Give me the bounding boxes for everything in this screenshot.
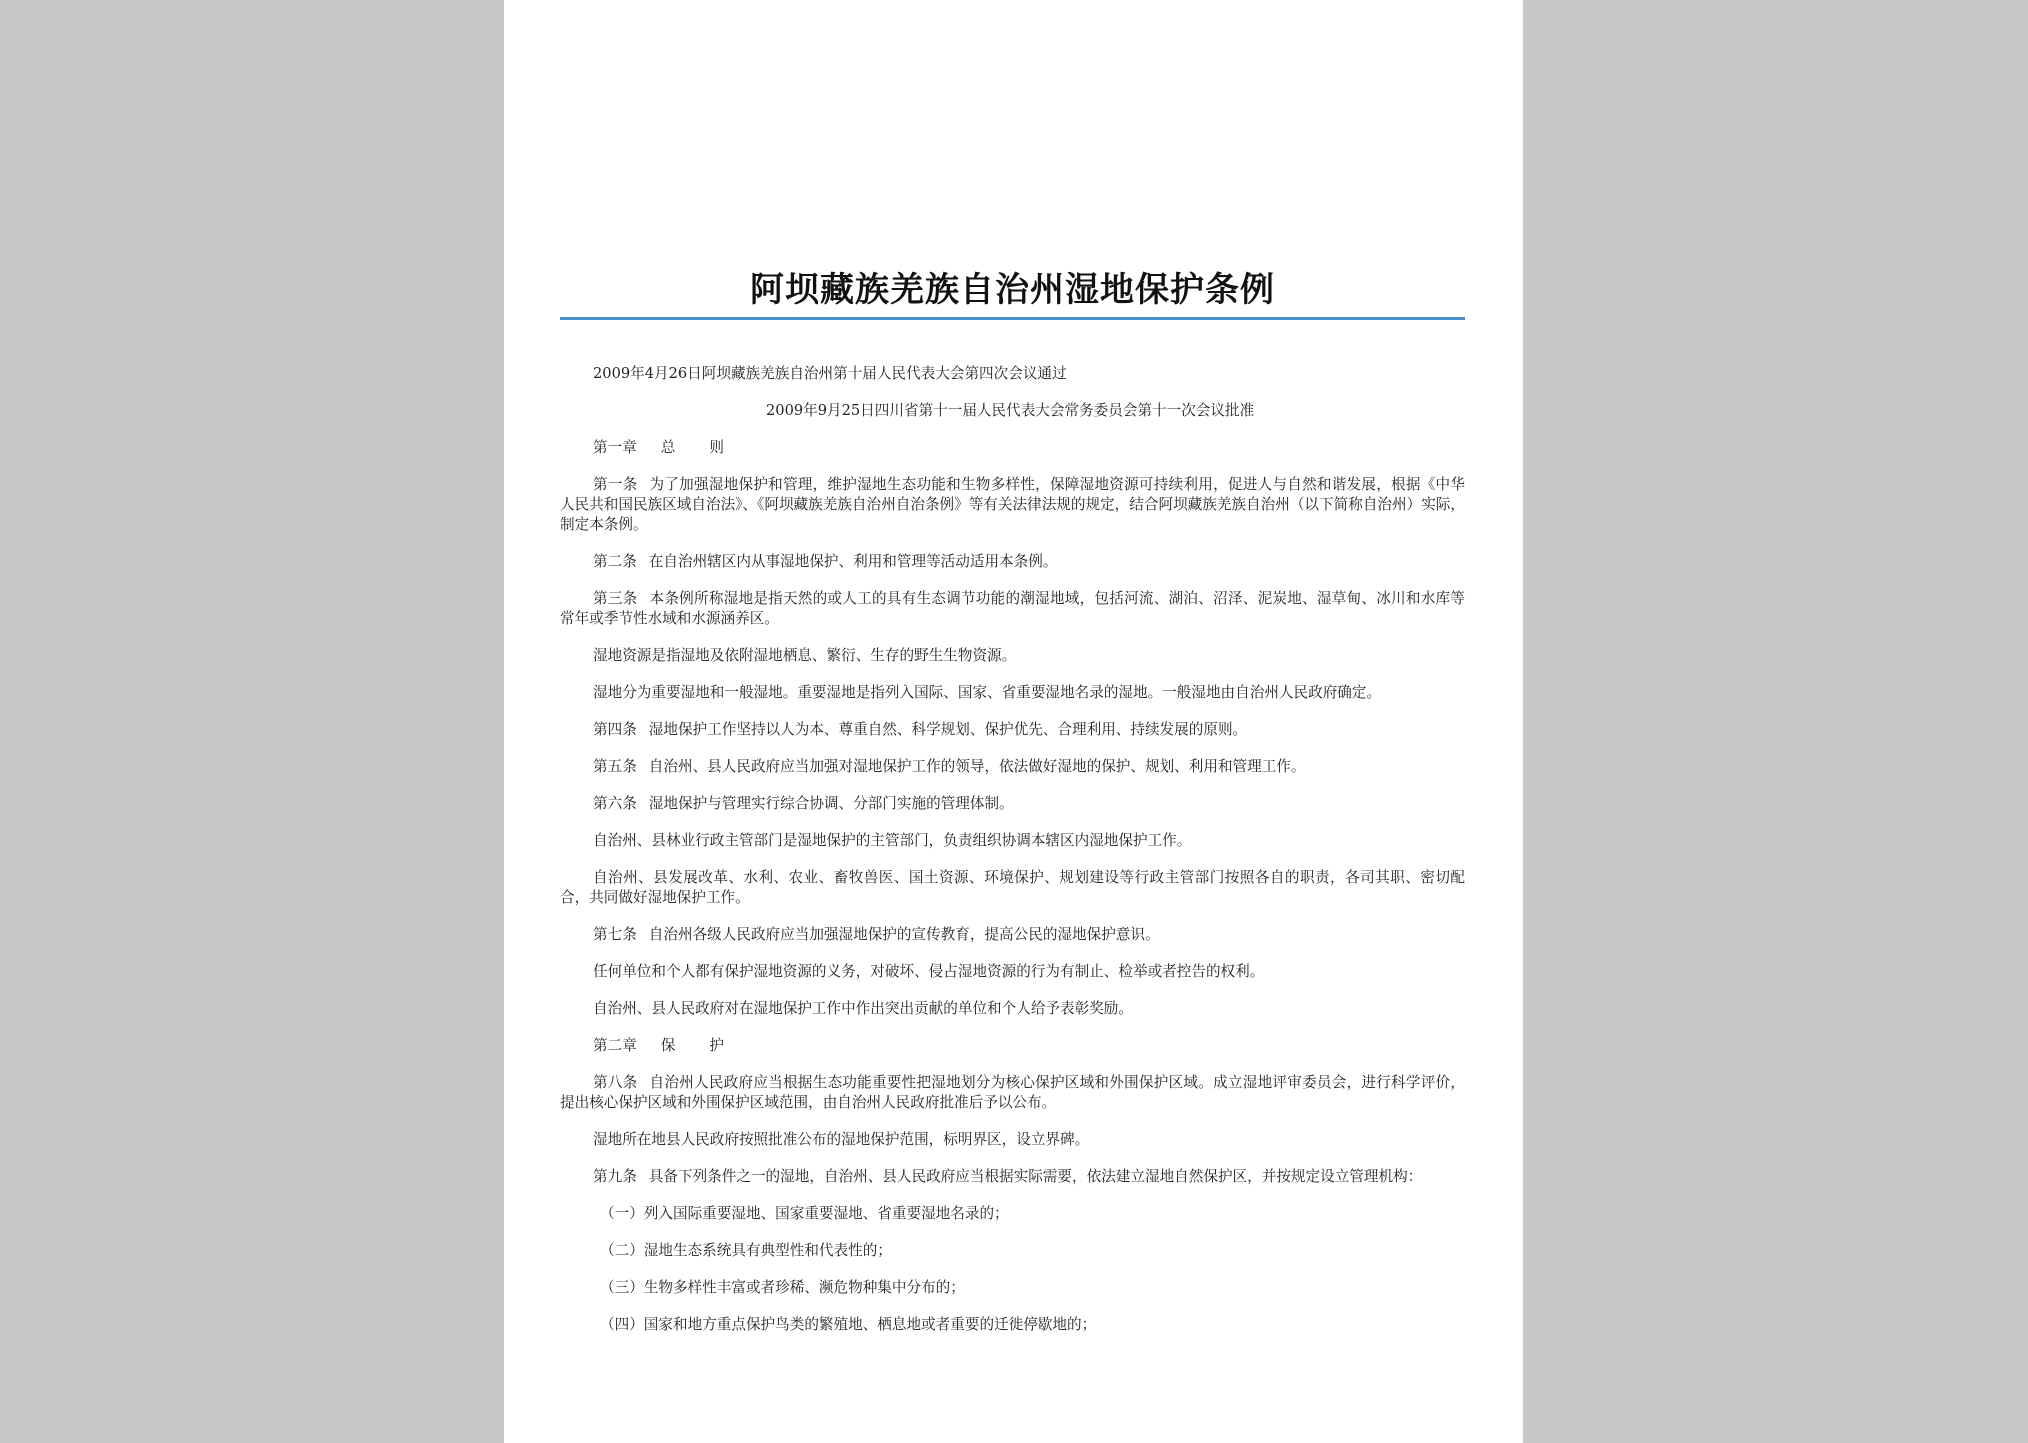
document-title: 阿坝藏族羌族自治州湿地保护条例 bbox=[750, 270, 1275, 310]
document-page bbox=[504, 0, 1523, 1443]
article-text: 自治州各级人民政府应当加强湿地保护的宣传教育，提高公民的湿地保护意识。 bbox=[648, 926, 1160, 943]
chapter-heading bbox=[560, 438, 1465, 458]
article-paragraph bbox=[560, 720, 1465, 740]
article-paragraph bbox=[560, 757, 1465, 777]
chapter-title-char: 护 bbox=[709, 1037, 725, 1054]
chapter-title-char: 保 bbox=[660, 1037, 676, 1054]
article-number: 第三条 bbox=[593, 590, 638, 607]
article-text: 在自治州辖区内从事湿地保护、利用和管理等活动适用本条例。 bbox=[648, 553, 1058, 570]
article-number: 第一条 bbox=[593, 476, 638, 493]
article-paragraph bbox=[560, 925, 1465, 945]
article-paragraph bbox=[560, 475, 1465, 535]
document-body bbox=[560, 364, 1465, 1352]
passed-note: 2009年4月26日阿坝藏族羌族自治州第十届人民代表大会第四次会议通过 bbox=[593, 365, 1067, 382]
article-number: 第五条 bbox=[593, 758, 637, 775]
article-text: 本条例所称湿地是指天然的或人工的具有生态调节功能的潮湿地域，包括河流、湖泊、沼泽、泥炭地、湿草甸、冰川和水库等常年或季节性水域和水源涵养区。 bbox=[560, 590, 1465, 627]
article-paragraph bbox=[560, 552, 1465, 572]
title-divider bbox=[560, 317, 1465, 320]
body-paragraph: 自治州、县发展改革、水利、农业、畜牧兽医、国土资源、环境保护、规划建设等行政主管部门按照各自的职责，各司其职、密切配合，共同做好湿地保护工作。 bbox=[560, 869, 1465, 906]
chapter-heading bbox=[560, 1036, 1465, 1056]
article-paragraph bbox=[560, 589, 1465, 629]
article-text: 为了加强湿地保护和管理，维护湿地生态功能和生物多样性，保障湿地资源可持续利用，促进人与自然和谐发展，根据《中华人民共和国民族区域自治法》、《阿坝藏族羌族自治州自治条例》等有关法律法规的规定，结合阿坝藏族羌族自治州（以下简称自治州）实际，制定本条例。 bbox=[560, 476, 1465, 533]
body-paragraph: 湿地分为重要湿地和一般湿地。重要湿地是指列入国际、国家、省重要湿地名录的湿地。一般湿地由自治州人民政府确定。 bbox=[593, 684, 1382, 701]
body-paragraph: 自治州、县林业行政主管部门是湿地保护的主管部门，负责组织协调本辖区内湿地保护工作。 bbox=[593, 832, 1192, 849]
article-number: 第九条 bbox=[593, 1168, 637, 1185]
article-paragraph bbox=[560, 1073, 1465, 1113]
article-number: 第八条 bbox=[593, 1074, 638, 1091]
list-item: （二）湿地生态系统具有典型性和代表性的； bbox=[600, 1242, 892, 1259]
article-paragraph bbox=[560, 1167, 1465, 1187]
body-paragraph: 湿地资源是指湿地及依附湿地栖息、繁衍、生存的野生生物资源。 bbox=[593, 647, 1017, 664]
body-paragraph: 湿地所在地县人民政府按照批准公布的湿地保护范围，标明界区，设立界碑。 bbox=[593, 1131, 1090, 1148]
approved-note: 2009年9月25日四川省第十一届人民代表大会常务委员会第十一次会议批准 bbox=[766, 402, 1255, 419]
list-item: （三）生物多样性丰富或者珍稀、濒危物种集中分布的； bbox=[600, 1279, 965, 1296]
chapter-title-char: 则 bbox=[709, 439, 725, 456]
list-item: （一）列入国际重要湿地、国家重要湿地、省重要湿地名录的； bbox=[600, 1205, 1009, 1222]
article-number: 第六条 bbox=[593, 795, 637, 812]
article-number: 第七条 bbox=[593, 926, 637, 943]
body-paragraph: 自治州、县人民政府对在湿地保护工作中作出突出贡献的单位和个人给予表彰奖励。 bbox=[593, 1000, 1133, 1017]
article-paragraph bbox=[560, 794, 1465, 814]
body-paragraph: 任何单位和个人都有保护湿地资源的义务，对破坏、侵占湿地资源的行为有制止、检举或者控告的权利。 bbox=[593, 963, 1265, 980]
article-text: 自治州人民政府应当根据生态功能重要性把湿地划分为核心保护区域和外围保护区域。成立湿地评审委员会，进行科学评价，提出核心保护区域和外围保护区域范围，由自治州人民政府批准后予以公布。 bbox=[560, 1074, 1465, 1111]
article-text: 湿地保护工作坚持以人为本、尊重自然、科学规划、保护优先、合理利用、持续发展的原则。 bbox=[648, 721, 1248, 738]
article-number: 第四条 bbox=[593, 721, 637, 738]
article-text: 具备下列条件之一的湿地，自治州、县人民政府应当根据实际需要，依法建立湿地自然保护区，并按规定设立管理机构： bbox=[648, 1168, 1423, 1185]
chapter-number: 第二章 bbox=[593, 1037, 637, 1054]
chapter-number: 第一章 bbox=[593, 439, 637, 456]
list-item: （四）国家和地方重点保护鸟类的繁殖地、栖息地或者重要的迁徙停歇地的； bbox=[600, 1316, 1097, 1333]
article-number: 第二条 bbox=[593, 553, 637, 570]
article-text: 湿地保护与管理实行综合协调、分部门实施的管理体制。 bbox=[648, 795, 1014, 812]
chapter-title-char: 总 bbox=[660, 439, 676, 456]
article-text: 自治州、县人民政府应当加强对湿地保护工作的领导，依法做好湿地的保护、规划、利用和管理工作。 bbox=[648, 758, 1306, 775]
